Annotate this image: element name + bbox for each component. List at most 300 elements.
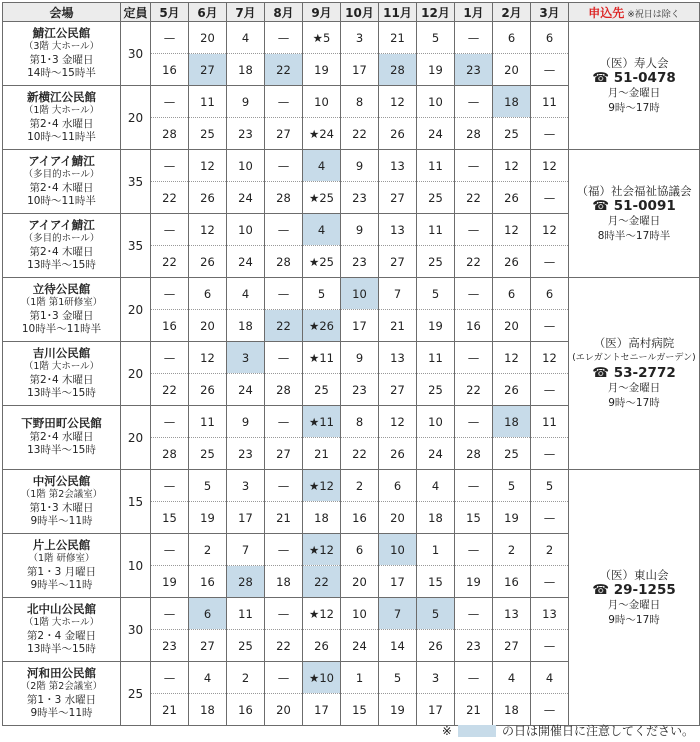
date-cell: 13 bbox=[493, 598, 531, 630]
contact-cell bbox=[569, 278, 700, 470]
date-cell: — bbox=[151, 406, 189, 438]
venue-name: 新横江公民館 bbox=[27, 89, 96, 104]
date-cell: 25 bbox=[189, 438, 227, 470]
venue-cell bbox=[3, 406, 121, 470]
date-cell: 27 bbox=[379, 182, 417, 214]
date-cell: 6 bbox=[189, 598, 227, 630]
month-header: 6月 bbox=[189, 3, 227, 22]
date-cell: — bbox=[151, 214, 189, 246]
capacity-cell: 30 bbox=[121, 598, 151, 662]
date-cell: 5 bbox=[189, 470, 227, 502]
venue-cell bbox=[3, 534, 121, 598]
contact-days: 月～金曜日 bbox=[607, 214, 661, 227]
date-cell: 18 bbox=[493, 406, 531, 438]
date-cell: — bbox=[265, 534, 303, 566]
date-cell: 18 bbox=[493, 86, 531, 118]
date-cell: 21 bbox=[379, 22, 417, 54]
date-cell: 20 bbox=[379, 502, 417, 534]
date-cell: 13 bbox=[379, 342, 417, 374]
date-cell: 6 bbox=[531, 278, 569, 310]
date-cell: ★26 bbox=[303, 310, 341, 342]
date-cell: — bbox=[455, 662, 493, 694]
date-cell: 10 bbox=[417, 86, 455, 118]
date-cell: 4 bbox=[493, 662, 531, 694]
venue-time: 10時～11時半 bbox=[27, 195, 96, 207]
date-cell: 12 bbox=[531, 214, 569, 246]
month-header: 12月 bbox=[417, 3, 455, 22]
date-cell: 9 bbox=[341, 150, 379, 182]
capacity-cell: 10 bbox=[121, 534, 151, 598]
date-cell: 22 bbox=[265, 630, 303, 662]
date-cell: — bbox=[265, 598, 303, 630]
date-cell: 16 bbox=[341, 502, 379, 534]
date-cell: 4 bbox=[227, 22, 265, 54]
date-cell: — bbox=[265, 278, 303, 310]
contact-cell bbox=[569, 22, 700, 150]
date-cell: 2 bbox=[493, 534, 531, 566]
date-cell: 26 bbox=[303, 630, 341, 662]
date-cell: 3 bbox=[227, 342, 265, 374]
date-cell: 26 bbox=[379, 438, 417, 470]
date-cell: 28 bbox=[455, 438, 493, 470]
highlight-swatch bbox=[458, 725, 496, 737]
month-header: 11月 bbox=[379, 3, 417, 22]
date-cell: 15 bbox=[151, 502, 189, 534]
date-cell: 19 bbox=[493, 502, 531, 534]
date-cell: 28 bbox=[151, 118, 189, 150]
date-cell: — bbox=[531, 374, 569, 406]
venue-header: 会場 bbox=[3, 3, 121, 22]
date-cell: 24 bbox=[341, 630, 379, 662]
venue-cell bbox=[3, 342, 121, 406]
date-cell: 28 bbox=[265, 182, 303, 214]
date-cell: 25 bbox=[417, 374, 455, 406]
date-cell: 28 bbox=[265, 246, 303, 278]
note-mark: ※ bbox=[441, 723, 452, 738]
date-cell: — bbox=[531, 630, 569, 662]
month-header: 5月 bbox=[151, 3, 189, 22]
contact-facility: (エレガントセニールガーデン) bbox=[572, 353, 696, 363]
date-cell: 5 bbox=[303, 278, 341, 310]
date-cell: 6 bbox=[379, 470, 417, 502]
date-cell: 2 bbox=[531, 534, 569, 566]
date-cell: 18 bbox=[227, 310, 265, 342]
date-cell: 22 bbox=[303, 566, 341, 598]
footer-note bbox=[442, 722, 694, 739]
date-cell: 20 bbox=[493, 54, 531, 86]
apply-header bbox=[569, 3, 700, 22]
date-cell: 27 bbox=[379, 246, 417, 278]
table-row bbox=[3, 278, 700, 310]
date-cell: 7 bbox=[227, 534, 265, 566]
date-cell: 18 bbox=[265, 566, 303, 598]
date-cell: 20 bbox=[341, 566, 379, 598]
date-cell: 15 bbox=[455, 502, 493, 534]
date-cell: 21 bbox=[303, 438, 341, 470]
date-cell: 18 bbox=[417, 502, 455, 534]
venue-time: 10時～11時半 bbox=[27, 131, 96, 143]
venue-cell bbox=[3, 22, 121, 86]
date-cell: 22 bbox=[151, 246, 189, 278]
date-cell: 26 bbox=[417, 630, 455, 662]
date-cell: 10 bbox=[341, 278, 379, 310]
schedule-table bbox=[2, 2, 700, 726]
capacity-cell: 30 bbox=[121, 22, 151, 86]
date-cell: — bbox=[151, 470, 189, 502]
date-cell: ★10 bbox=[303, 662, 341, 694]
date-cell: 5 bbox=[493, 470, 531, 502]
date-cell: 2 bbox=[189, 534, 227, 566]
venue-schedule: 第2･4 水曜日 bbox=[29, 117, 94, 130]
date-cell: 8 bbox=[341, 86, 379, 118]
date-cell: 1 bbox=[417, 534, 455, 566]
date-cell: 13 bbox=[379, 150, 417, 182]
venue-time: 9時半～11時 bbox=[30, 579, 93, 591]
date-cell: — bbox=[531, 118, 569, 150]
date-cell: 9 bbox=[227, 86, 265, 118]
capacity-cell: 15 bbox=[121, 470, 151, 534]
date-cell: 12 bbox=[189, 150, 227, 182]
venue-cell bbox=[3, 150, 121, 214]
date-cell: 3 bbox=[227, 470, 265, 502]
date-cell: 4 bbox=[189, 662, 227, 694]
date-cell: 1 bbox=[341, 662, 379, 694]
contact-phone: ☎ 51-0091 bbox=[592, 197, 676, 214]
date-cell: 26 bbox=[493, 246, 531, 278]
date-cell: 12 bbox=[379, 86, 417, 118]
date-cell: 25 bbox=[417, 182, 455, 214]
capacity-cell: 20 bbox=[121, 406, 151, 470]
date-cell: — bbox=[151, 22, 189, 54]
date-cell: — bbox=[265, 150, 303, 182]
date-cell: 24 bbox=[227, 374, 265, 406]
venue-schedule: 第2･4 水曜日 bbox=[29, 430, 94, 443]
date-cell: 12 bbox=[493, 150, 531, 182]
date-cell: 22 bbox=[341, 118, 379, 150]
date-cell: 22 bbox=[151, 374, 189, 406]
date-cell: 26 bbox=[189, 246, 227, 278]
venue-schedule: 第2･4 木曜日 bbox=[29, 245, 94, 258]
capacity-cell: 35 bbox=[121, 214, 151, 278]
date-cell: ★11 bbox=[303, 342, 341, 374]
month-header: 3月 bbox=[531, 3, 569, 22]
date-cell: — bbox=[531, 54, 569, 86]
date-cell: 4 bbox=[417, 470, 455, 502]
date-cell: — bbox=[265, 214, 303, 246]
header-row bbox=[3, 3, 700, 22]
date-cell: 3 bbox=[417, 662, 455, 694]
date-cell: 5 bbox=[417, 22, 455, 54]
venue-name: 吉川公民館 bbox=[32, 345, 91, 360]
date-cell: — bbox=[531, 310, 569, 342]
date-cell: 7 bbox=[379, 598, 417, 630]
date-cell: 18 bbox=[189, 694, 227, 726]
date-cell: 28 bbox=[455, 118, 493, 150]
date-cell: 14 bbox=[379, 630, 417, 662]
date-cell: — bbox=[265, 86, 303, 118]
date-cell: 12 bbox=[189, 214, 227, 246]
date-cell: — bbox=[531, 694, 569, 726]
date-cell: — bbox=[265, 662, 303, 694]
date-cell: 2 bbox=[341, 470, 379, 502]
date-cell: — bbox=[531, 438, 569, 470]
date-cell: — bbox=[265, 342, 303, 374]
date-cell: 11 bbox=[531, 406, 569, 438]
venue-name: アイアイ鯖江 bbox=[28, 217, 95, 232]
contact-org: （福）社会福祉協議会 bbox=[576, 183, 692, 198]
date-cell: 27 bbox=[379, 374, 417, 406]
venue-schedule: 第2・4 金曜日 bbox=[26, 629, 97, 642]
date-cell: — bbox=[531, 566, 569, 598]
venue-time: 13時半～15時 bbox=[27, 643, 96, 655]
date-cell: 16 bbox=[189, 566, 227, 598]
date-cell: 27 bbox=[189, 54, 227, 86]
date-cell: 6 bbox=[493, 22, 531, 54]
apply-label: 申込先 bbox=[588, 5, 625, 20]
month-header: 2月 bbox=[493, 3, 531, 22]
date-cell: 25 bbox=[493, 438, 531, 470]
capacity-cell: 25 bbox=[121, 662, 151, 726]
table-row bbox=[3, 470, 700, 502]
date-cell: 15 bbox=[341, 694, 379, 726]
date-cell: 22 bbox=[455, 182, 493, 214]
venue-room: （1階 第1研修室） bbox=[20, 297, 103, 308]
date-cell: 25 bbox=[303, 374, 341, 406]
date-cell: 12 bbox=[493, 342, 531, 374]
date-cell: 17 bbox=[417, 694, 455, 726]
date-cell: ★25 bbox=[303, 246, 341, 278]
date-cell: 6 bbox=[189, 278, 227, 310]
date-cell: 18 bbox=[227, 54, 265, 86]
venue-time: 13時半～15時 bbox=[27, 387, 96, 399]
date-cell: 4 bbox=[227, 278, 265, 310]
contact-hours: 9時～17時 bbox=[608, 101, 660, 114]
date-cell: 19 bbox=[417, 310, 455, 342]
venue-time: 14時～15時半 bbox=[27, 67, 96, 79]
date-cell: 16 bbox=[227, 694, 265, 726]
date-cell: 18 bbox=[493, 694, 531, 726]
date-cell: — bbox=[151, 150, 189, 182]
month-header: 1月 bbox=[455, 3, 493, 22]
date-cell: — bbox=[455, 278, 493, 310]
date-cell: — bbox=[151, 278, 189, 310]
date-cell: 27 bbox=[493, 630, 531, 662]
contact-org: （医）高村病院 bbox=[593, 336, 675, 350]
venue-name: アイアイ鯖江 bbox=[28, 153, 95, 168]
date-cell: 24 bbox=[417, 118, 455, 150]
date-cell: 24 bbox=[417, 438, 455, 470]
date-cell: 8 bbox=[341, 406, 379, 438]
date-cell: 12 bbox=[531, 342, 569, 374]
date-cell: 15 bbox=[417, 566, 455, 598]
venue-cell bbox=[3, 214, 121, 278]
date-cell: 25 bbox=[189, 118, 227, 150]
venue-room: （2階 第2会議室） bbox=[20, 681, 103, 692]
venue-time: 9時半～11時 bbox=[30, 707, 93, 719]
date-cell: 22 bbox=[151, 182, 189, 214]
date-cell: 25 bbox=[493, 118, 531, 150]
venue-time: 13時半～15時 bbox=[27, 259, 96, 271]
venue-name: 鯖江公民館 bbox=[32, 25, 91, 40]
date-cell: — bbox=[151, 662, 189, 694]
date-cell: 6 bbox=[531, 22, 569, 54]
month-header: 9月 bbox=[303, 3, 341, 22]
date-cell: 23 bbox=[341, 182, 379, 214]
date-cell: 10 bbox=[227, 214, 265, 246]
date-cell: 16 bbox=[151, 54, 189, 86]
date-cell: 23 bbox=[455, 630, 493, 662]
date-cell: ★12 bbox=[303, 534, 341, 566]
holiday-note: ※祝日は除く bbox=[627, 9, 680, 20]
date-cell: 10 bbox=[303, 86, 341, 118]
contact-days: 月～金曜日 bbox=[607, 86, 661, 99]
date-cell: 10 bbox=[341, 598, 379, 630]
date-cell: 22 bbox=[341, 438, 379, 470]
date-cell: 20 bbox=[493, 310, 531, 342]
date-cell: 11 bbox=[189, 86, 227, 118]
date-cell: 5 bbox=[417, 598, 455, 630]
date-cell: 23 bbox=[151, 630, 189, 662]
date-cell: — bbox=[531, 502, 569, 534]
date-cell: 12 bbox=[493, 214, 531, 246]
date-cell: 4 bbox=[531, 662, 569, 694]
date-cell: — bbox=[455, 150, 493, 182]
date-cell: 10 bbox=[227, 150, 265, 182]
date-cell: 10 bbox=[417, 406, 455, 438]
venue-room: （1階 大ホール） bbox=[23, 361, 100, 372]
date-cell: 20 bbox=[265, 694, 303, 726]
date-cell: — bbox=[455, 342, 493, 374]
date-cell: 26 bbox=[189, 182, 227, 214]
date-cell: — bbox=[265, 406, 303, 438]
date-cell: 23 bbox=[455, 54, 493, 86]
date-cell: 28 bbox=[379, 54, 417, 86]
date-cell: — bbox=[455, 598, 493, 630]
contact-hours: 9時～17時 bbox=[608, 397, 660, 409]
date-cell: 19 bbox=[151, 566, 189, 598]
date-cell: 21 bbox=[265, 502, 303, 534]
date-cell: — bbox=[455, 86, 493, 118]
note-text: の日は開催日に注意してください。 bbox=[501, 724, 694, 738]
date-cell: 6 bbox=[493, 278, 531, 310]
date-cell: 16 bbox=[455, 310, 493, 342]
date-cell: ★11 bbox=[303, 406, 341, 438]
date-cell: 19 bbox=[189, 502, 227, 534]
date-cell: 22 bbox=[265, 54, 303, 86]
venue-name: 河和田公民館 bbox=[27, 665, 96, 680]
date-cell: 16 bbox=[151, 310, 189, 342]
date-cell: 11 bbox=[417, 342, 455, 374]
date-cell: 21 bbox=[379, 310, 417, 342]
venue-cell bbox=[3, 662, 121, 726]
venue-time: 9時半～11時 bbox=[30, 515, 93, 527]
venue-name: 北中山公民館 bbox=[27, 601, 96, 616]
capacity-cell: 20 bbox=[121, 86, 151, 150]
date-cell: — bbox=[265, 22, 303, 54]
date-cell: 9 bbox=[341, 214, 379, 246]
date-cell: — bbox=[531, 246, 569, 278]
contact-phone: ☎ 51-0478 bbox=[592, 69, 676, 86]
date-cell: 17 bbox=[341, 310, 379, 342]
date-cell: 4 bbox=[303, 150, 341, 182]
date-cell: — bbox=[151, 86, 189, 118]
venue-schedule: 第1･3 金曜日 bbox=[29, 309, 94, 322]
venue-name: 中河公民館 bbox=[32, 473, 91, 488]
contact-org: （医）寿人会 bbox=[599, 55, 669, 70]
date-cell: ★5 bbox=[303, 22, 341, 54]
capacity-cell: 20 bbox=[121, 278, 151, 342]
capacity-header: 定員 bbox=[121, 3, 151, 22]
date-cell: 28 bbox=[151, 438, 189, 470]
date-cell: 19 bbox=[455, 566, 493, 598]
date-cell: — bbox=[151, 598, 189, 630]
venue-room: （3階 大ホール） bbox=[23, 41, 100, 52]
venue-room: （1階 大ホール） bbox=[23, 617, 100, 628]
date-cell: 26 bbox=[493, 374, 531, 406]
date-cell: 12 bbox=[189, 342, 227, 374]
date-cell: 21 bbox=[151, 694, 189, 726]
date-cell: 28 bbox=[227, 566, 265, 598]
date-cell: 22 bbox=[265, 310, 303, 342]
date-cell: 26 bbox=[379, 118, 417, 150]
date-cell: 11 bbox=[417, 214, 455, 246]
date-cell: 13 bbox=[531, 598, 569, 630]
venue-room: （1階 研修室） bbox=[28, 553, 95, 564]
contact-days: 月～金曜日 bbox=[607, 382, 661, 394]
date-cell: ★12 bbox=[303, 470, 341, 502]
date-cell: 25 bbox=[417, 246, 455, 278]
venue-room: （多目的ホール） bbox=[23, 169, 100, 180]
date-cell: 24 bbox=[227, 182, 265, 214]
date-cell: 27 bbox=[189, 630, 227, 662]
date-cell: 22 bbox=[455, 374, 493, 406]
contact-cell bbox=[569, 150, 700, 278]
date-cell: — bbox=[455, 22, 493, 54]
date-cell: 20 bbox=[189, 310, 227, 342]
venue-time: 10時半～11時半 bbox=[21, 323, 102, 335]
schedule-body bbox=[3, 22, 700, 726]
contact-cell bbox=[569, 470, 700, 726]
venue-cell bbox=[3, 598, 121, 662]
date-cell: 17 bbox=[341, 54, 379, 86]
date-cell: 11 bbox=[227, 598, 265, 630]
contact-hours: 9時～17時 bbox=[608, 613, 660, 626]
date-cell: 21 bbox=[455, 694, 493, 726]
date-cell: 27 bbox=[265, 118, 303, 150]
date-cell: 22 bbox=[455, 246, 493, 278]
date-cell: 17 bbox=[303, 694, 341, 726]
venue-cell bbox=[3, 278, 121, 342]
date-cell: 23 bbox=[227, 438, 265, 470]
date-cell: 7 bbox=[379, 278, 417, 310]
date-cell: — bbox=[455, 534, 493, 566]
date-cell: — bbox=[531, 182, 569, 214]
venue-schedule: 第1・3 水曜日 bbox=[26, 693, 97, 706]
date-cell: 20 bbox=[189, 22, 227, 54]
venue-schedule: 第1・3 月曜日 bbox=[26, 565, 97, 578]
date-cell: 26 bbox=[189, 374, 227, 406]
date-cell: 12 bbox=[531, 150, 569, 182]
date-cell: 11 bbox=[189, 406, 227, 438]
date-cell: 19 bbox=[303, 54, 341, 86]
venue-room: （1階 大ホール） bbox=[23, 105, 100, 116]
date-cell: — bbox=[151, 534, 189, 566]
date-cell: 13 bbox=[379, 214, 417, 246]
date-cell: — bbox=[265, 470, 303, 502]
date-cell: ★24 bbox=[303, 118, 341, 150]
date-cell: 11 bbox=[417, 150, 455, 182]
date-cell: 24 bbox=[227, 246, 265, 278]
